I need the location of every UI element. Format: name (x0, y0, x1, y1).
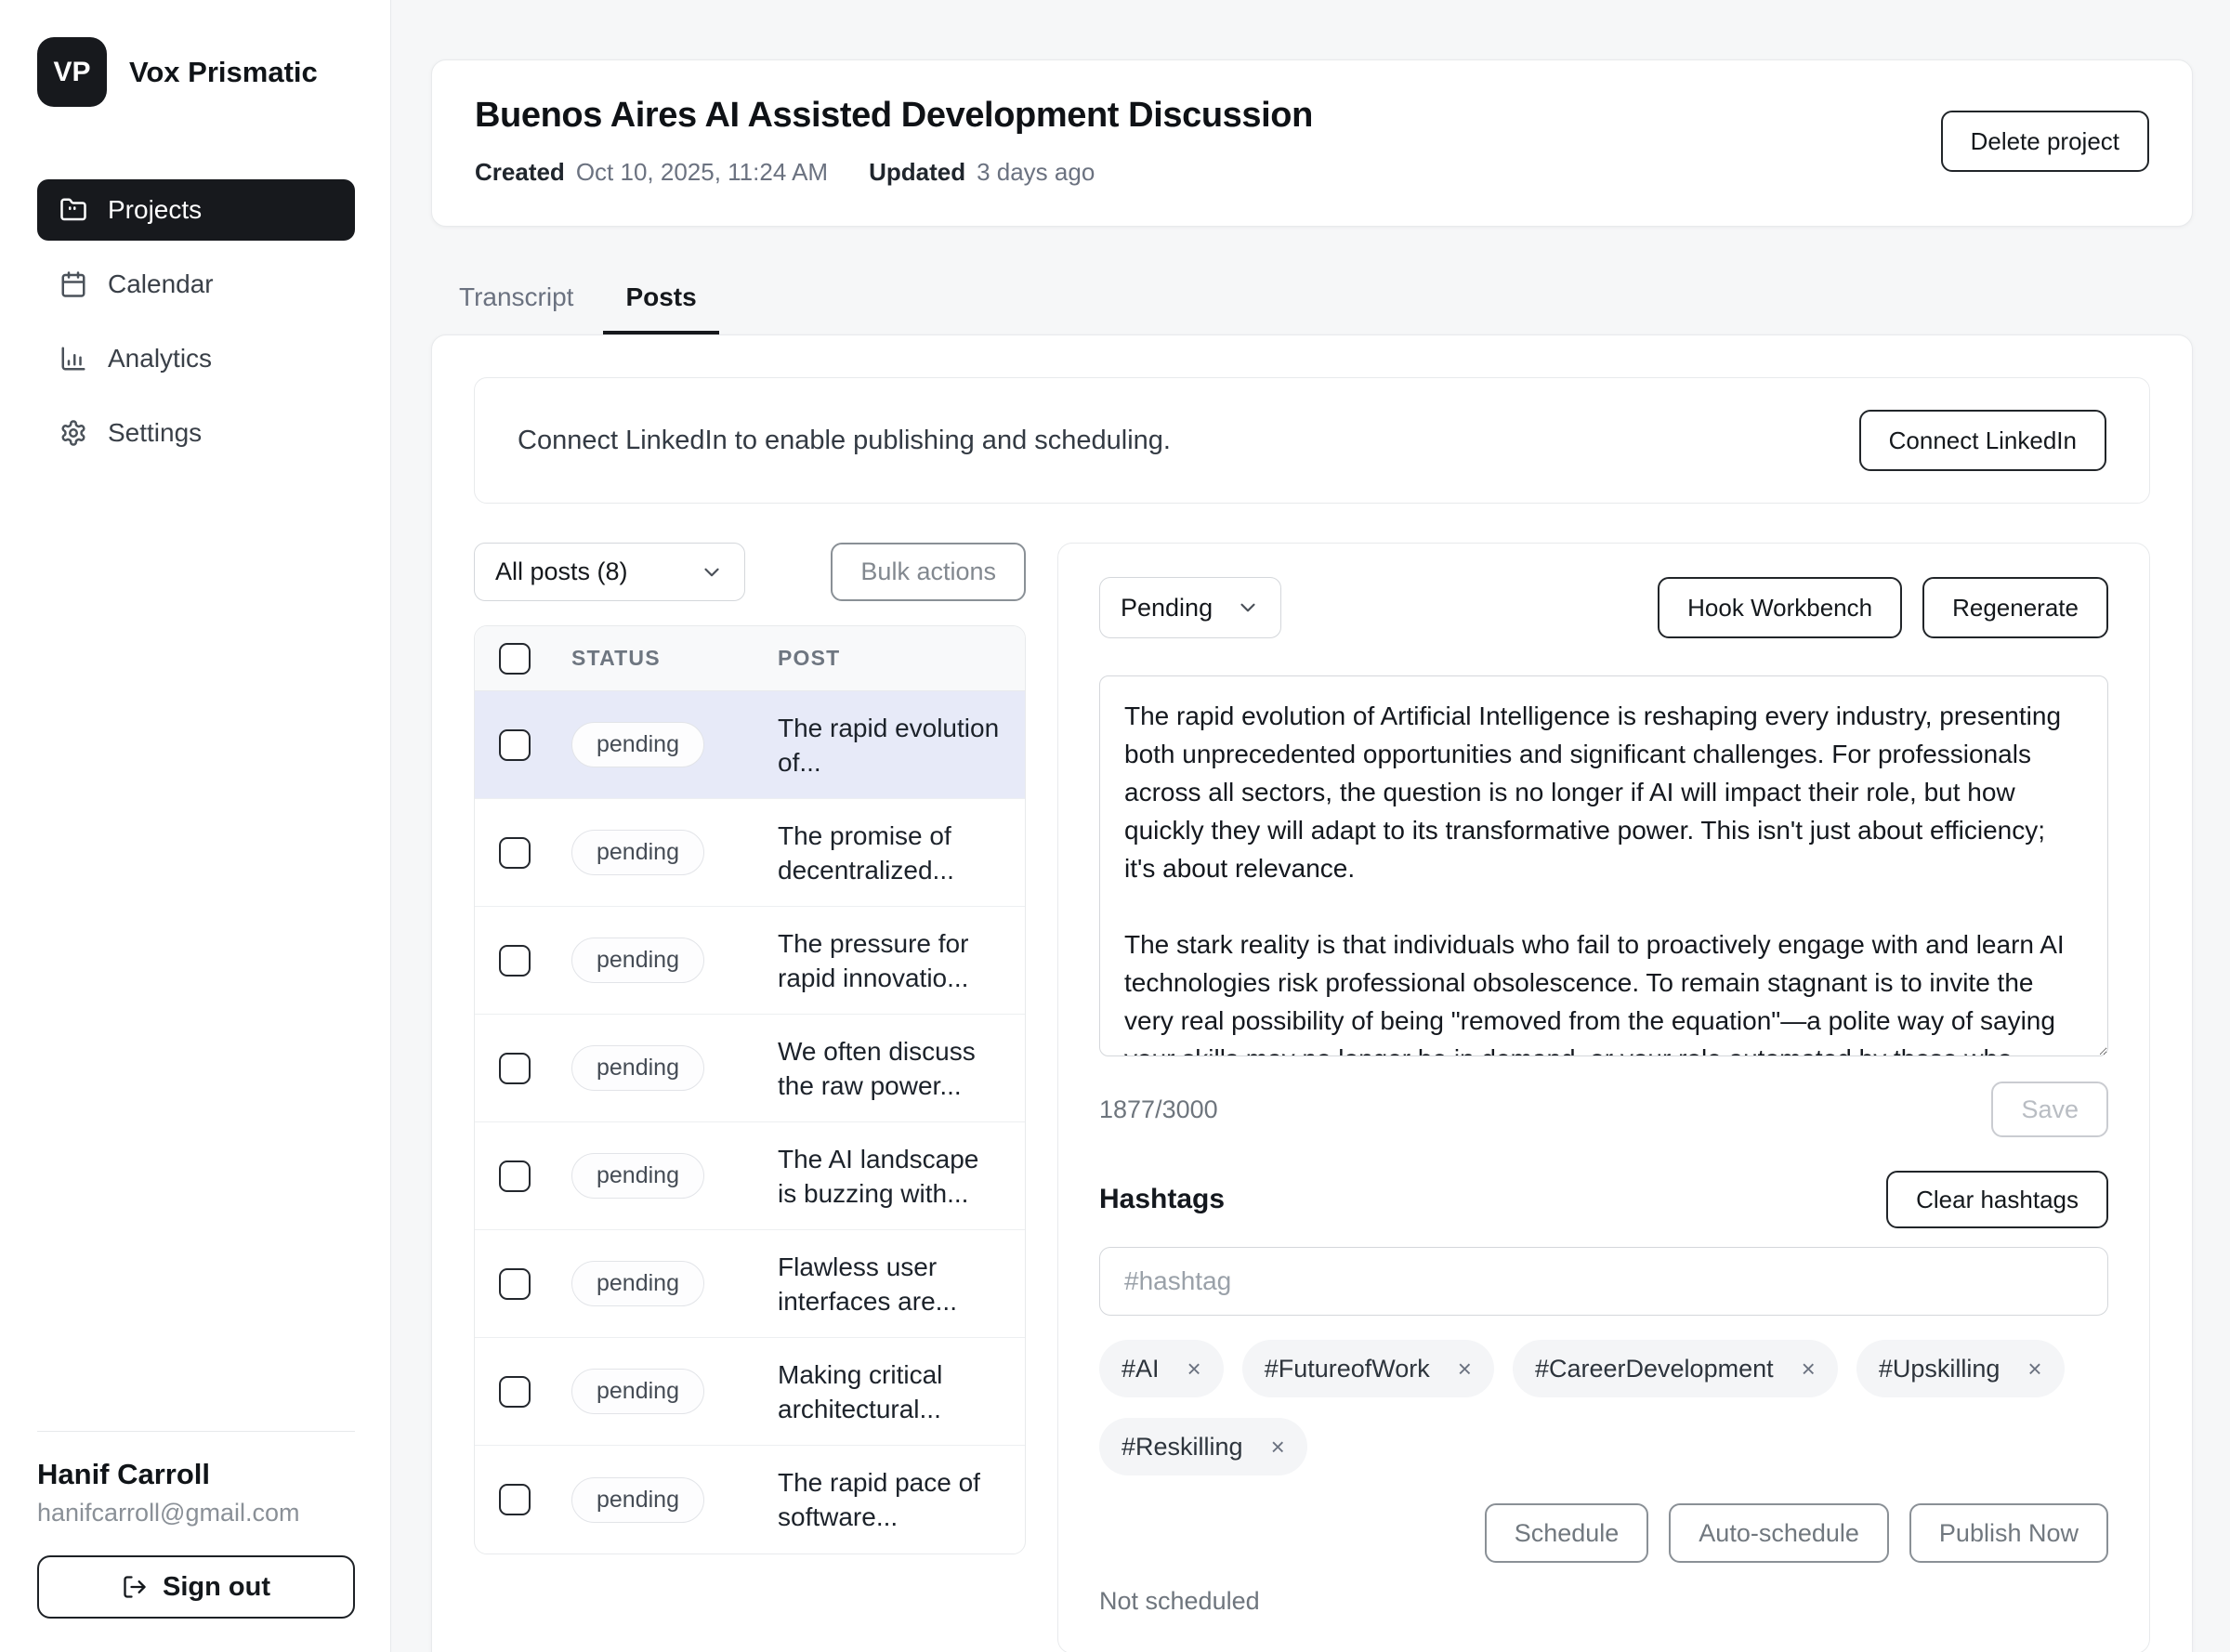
app-logo: VP (37, 37, 107, 107)
sidebar-item-label: Projects (108, 195, 203, 224)
post-preview: The rapid pace of software... (778, 1468, 980, 1531)
hook-workbench-button[interactable]: Hook Workbench (1658, 577, 1902, 638)
remove-hashtag-icon[interactable]: × (1801, 1355, 1816, 1383)
posts-table (474, 625, 1026, 1554)
table-row[interactable] (475, 799, 1025, 907)
schedule-status: Not scheduled (1099, 1587, 1260, 1615)
chevron-down-icon (700, 560, 724, 584)
clear-hashtags-button[interactable]: Clear hashtags (1886, 1171, 2108, 1228)
hashtag-chip (1513, 1340, 1838, 1397)
status-badge: pending (571, 937, 704, 983)
sidebar-footer (37, 1431, 355, 1619)
status-column-header: STATUS (571, 646, 661, 670)
sign-out-label: Sign out (163, 1571, 270, 1602)
hashtag-chip-label: #Reskilling (1122, 1432, 1243, 1461)
schedule-button[interactable]: Schedule (1485, 1503, 1649, 1563)
status-select-value: Pending (1121, 593, 1213, 622)
connect-linkedin-button[interactable]: Connect LinkedIn (1859, 410, 2106, 471)
sidebar-nav (37, 179, 355, 464)
calendar-icon (59, 270, 87, 298)
project-header-card (431, 59, 2193, 227)
hashtags-heading: Hashtags (1099, 1184, 1226, 1214)
posts-tab-panel (431, 334, 2193, 1652)
post-preview: The rapid evolution of... (778, 713, 1000, 777)
sidebar-item-label: Calendar (108, 269, 214, 298)
tab-transcript[interactable]: Transcript (459, 282, 574, 311)
page-title: Buenos Aires AI Assisted Development Discussion (475, 96, 1313, 135)
status-badge: pending (571, 1261, 704, 1306)
row-checkbox[interactable] (499, 945, 531, 977)
post-filter-select[interactable] (474, 543, 745, 601)
hashtag-chips (1099, 1340, 2108, 1475)
table-row[interactable] (475, 1015, 1025, 1122)
table-row[interactable] (475, 907, 1025, 1015)
row-checkbox[interactable] (499, 1053, 531, 1084)
table-row[interactable] (475, 1122, 1025, 1230)
posts-list-body (475, 691, 1025, 1554)
remove-hashtag-icon[interactable]: × (2027, 1355, 2042, 1383)
status-badge: pending (571, 1477, 704, 1523)
status-select[interactable] (1099, 577, 1281, 638)
post-preview: Flawless user interfaces are... (778, 1252, 957, 1316)
sidebar-item-projects[interactable] (37, 179, 355, 241)
hashtag-chip-label: #CareerDevelopment (1534, 1354, 1774, 1383)
auto-schedule-button[interactable]: Auto-schedule (1669, 1503, 1889, 1563)
user-email: hanifcarroll@gmail.com (37, 1499, 300, 1527)
hashtag-chip (1856, 1340, 2065, 1397)
folder-icon (59, 196, 87, 224)
brand-name: Vox Prismatic (129, 55, 318, 88)
post-column-header: POST (778, 646, 841, 670)
hashtag-chip-label: #AI (1122, 1354, 1160, 1383)
linkedin-banner-message: Connect LinkedIn to enable publishing and scheduling. (518, 425, 1171, 455)
post-preview: We often discuss the raw power... (778, 1036, 976, 1100)
project-meta (475, 158, 1313, 187)
select-all-checkbox[interactable] (499, 643, 531, 675)
post-editor-card (1057, 543, 2150, 1652)
row-checkbox[interactable] (499, 1484, 531, 1515)
hashtag-chip (1242, 1340, 1494, 1397)
sidebar-item-label: Settings (108, 418, 203, 447)
hashtag-chip (1099, 1340, 1224, 1397)
logout-icon (122, 1574, 148, 1600)
remove-hashtag-icon[interactable]: × (1187, 1355, 1201, 1383)
sidebar-item-analytics[interactable] (37, 328, 355, 389)
bar-chart-icon (59, 345, 87, 373)
main-content (391, 0, 2230, 1652)
status-badge: pending (571, 830, 704, 875)
updated-value: 3 days ago (977, 158, 1095, 186)
row-checkbox[interactable] (499, 1268, 531, 1300)
status-badge: pending (571, 1045, 704, 1091)
character-count: 1877/3000 (1099, 1095, 1218, 1123)
created-label: Created (475, 158, 565, 186)
brand (37, 37, 355, 107)
table-row[interactable] (475, 1338, 1025, 1446)
hashtag-input[interactable] (1099, 1247, 2108, 1316)
row-checkbox[interactable] (499, 1160, 531, 1192)
sidebar (0, 0, 391, 1652)
row-checkbox[interactable] (499, 729, 531, 761)
delete-project-button[interactable]: Delete project (1941, 111, 2149, 172)
row-checkbox[interactable] (499, 837, 531, 869)
status-badge: pending (571, 722, 704, 767)
post-content-textarea[interactable] (1099, 675, 2108, 1056)
sidebar-item-settings[interactable] (37, 402, 355, 464)
bulk-actions-button[interactable]: Bulk actions (831, 543, 1026, 601)
status-badge: pending (571, 1153, 704, 1199)
linkedin-banner (474, 377, 2150, 504)
save-button[interactable]: Save (1991, 1082, 2108, 1137)
status-badge: pending (571, 1369, 704, 1414)
sidebar-item-calendar[interactable] (37, 254, 355, 315)
post-preview: The pressure for rapid innovatio... (778, 928, 969, 992)
remove-hashtag-icon[interactable]: × (1457, 1355, 1472, 1383)
hashtag-chip (1099, 1418, 1307, 1475)
hashtag-chip-label: #Upskilling (1878, 1354, 2000, 1383)
post-preview: The promise of decentralized... (778, 820, 954, 885)
post-preview: Making critical architectural... (778, 1359, 943, 1423)
post-preview: The AI landscape is buzzing with... (778, 1144, 979, 1208)
chevron-down-icon (1236, 596, 1260, 620)
posts-list-column (474, 543, 1026, 1554)
publish-now-button[interactable]: Publish Now (1909, 1503, 2108, 1563)
gear-icon (59, 419, 87, 447)
row-checkbox[interactable] (499, 1376, 531, 1408)
updated-label: Updated (869, 158, 966, 186)
sidebar-item-label: Analytics (108, 344, 213, 373)
tab-posts[interactable]: Posts (603, 282, 718, 334)
posts-table-header (475, 626, 1025, 691)
table-row[interactable] (475, 1230, 1025, 1338)
tab-bar (437, 282, 2193, 334)
hashtag-chip-label: #FutureofWork (1264, 1354, 1430, 1383)
post-filter-value: All posts (8) (495, 557, 628, 585)
remove-hashtag-icon[interactable]: × (1270, 1433, 1285, 1461)
table-row[interactable] (475, 691, 1025, 799)
table-row[interactable] (475, 1446, 1025, 1554)
user-name: Hanif Carroll (37, 1458, 211, 1490)
created-value: Oct 10, 2025, 11:24 AM (575, 158, 829, 186)
regenerate-button[interactable]: Regenerate (1922, 577, 2108, 638)
sign-out-button[interactable] (37, 1555, 355, 1619)
